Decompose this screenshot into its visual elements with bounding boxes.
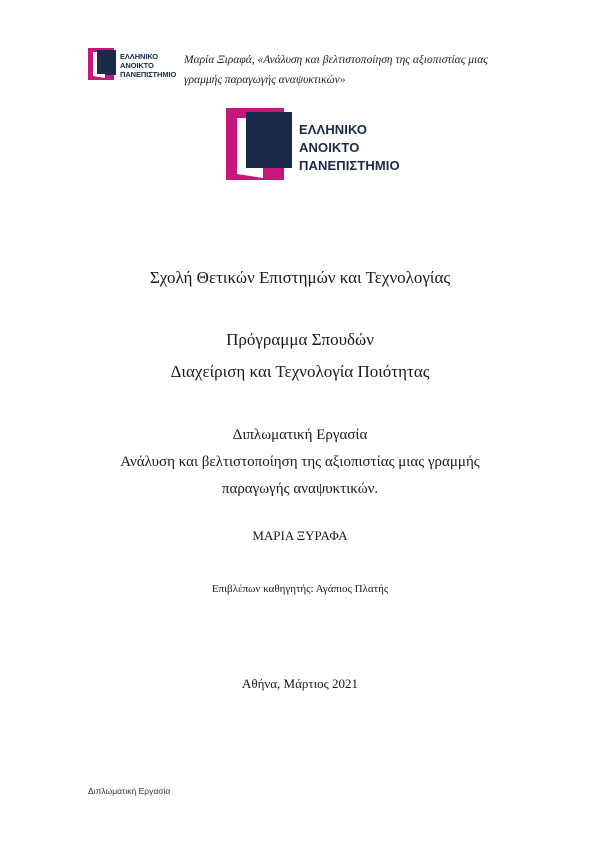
place-date: Αθήνα, Μάρτιος 2021 xyxy=(241,676,359,691)
main-logo xyxy=(226,108,426,182)
school-name: Σχολή Θετικών Επιστημών και Τεχνολογίας xyxy=(149,268,451,287)
running-header xyxy=(184,50,544,90)
big-logo-text-line1: ΕΛΛΗΝΙΚΟ xyxy=(299,122,368,137)
big-logo-text-line2: ΑΝΟΙΚΤΟ xyxy=(299,140,360,155)
header-title-line1: «Ανάλυση και βελτιστοποίηση της αξιοπιστίας μιας xyxy=(257,54,488,66)
logo-text-line3: ΠΑΝΕΠΙΣΤΗΜΙΟ xyxy=(120,70,177,79)
author-name: ΜΑΡΙΑ ΞΥΡΑΦΑ xyxy=(252,528,348,543)
supervisor: Επιβλέπων καθηγητής: Αγάπιος Πλατής xyxy=(211,583,389,595)
header-logo xyxy=(88,48,180,84)
program-label: Πρόγραμμα Σπουδών xyxy=(226,330,374,349)
thesis-title-line2: παραγωγής αναψυκτικών. xyxy=(221,481,379,497)
thesis-type: Διπλωματική Εργασία xyxy=(232,427,368,443)
page-footer: Διπλωματική Εργασία xyxy=(88,786,171,796)
university-logo-large-icon xyxy=(226,108,294,182)
logo-text-line2: ΑΝΟΙΚΤΟ xyxy=(120,61,154,70)
logo-text-line1: ΕΛΛΗΝΙΚΟ xyxy=(120,52,159,61)
program-name: Διαχείριση και Τεχνολογία Ποιότητας xyxy=(170,362,430,381)
thesis-title-line1: Ανάλυση και βελτιστοποίηση της αξιοπιστίας μιας γραμμής xyxy=(120,454,480,470)
university-logo-icon xyxy=(88,48,118,80)
header-title-line2: γραμμής παραγωγής αναψυκτικών» xyxy=(184,74,346,86)
big-logo-text-line3: ΠΑΝΕΠΙΣΤΗΜΙΟ xyxy=(299,158,400,173)
header-author: Μαρία Ξιραφά, xyxy=(184,54,255,66)
